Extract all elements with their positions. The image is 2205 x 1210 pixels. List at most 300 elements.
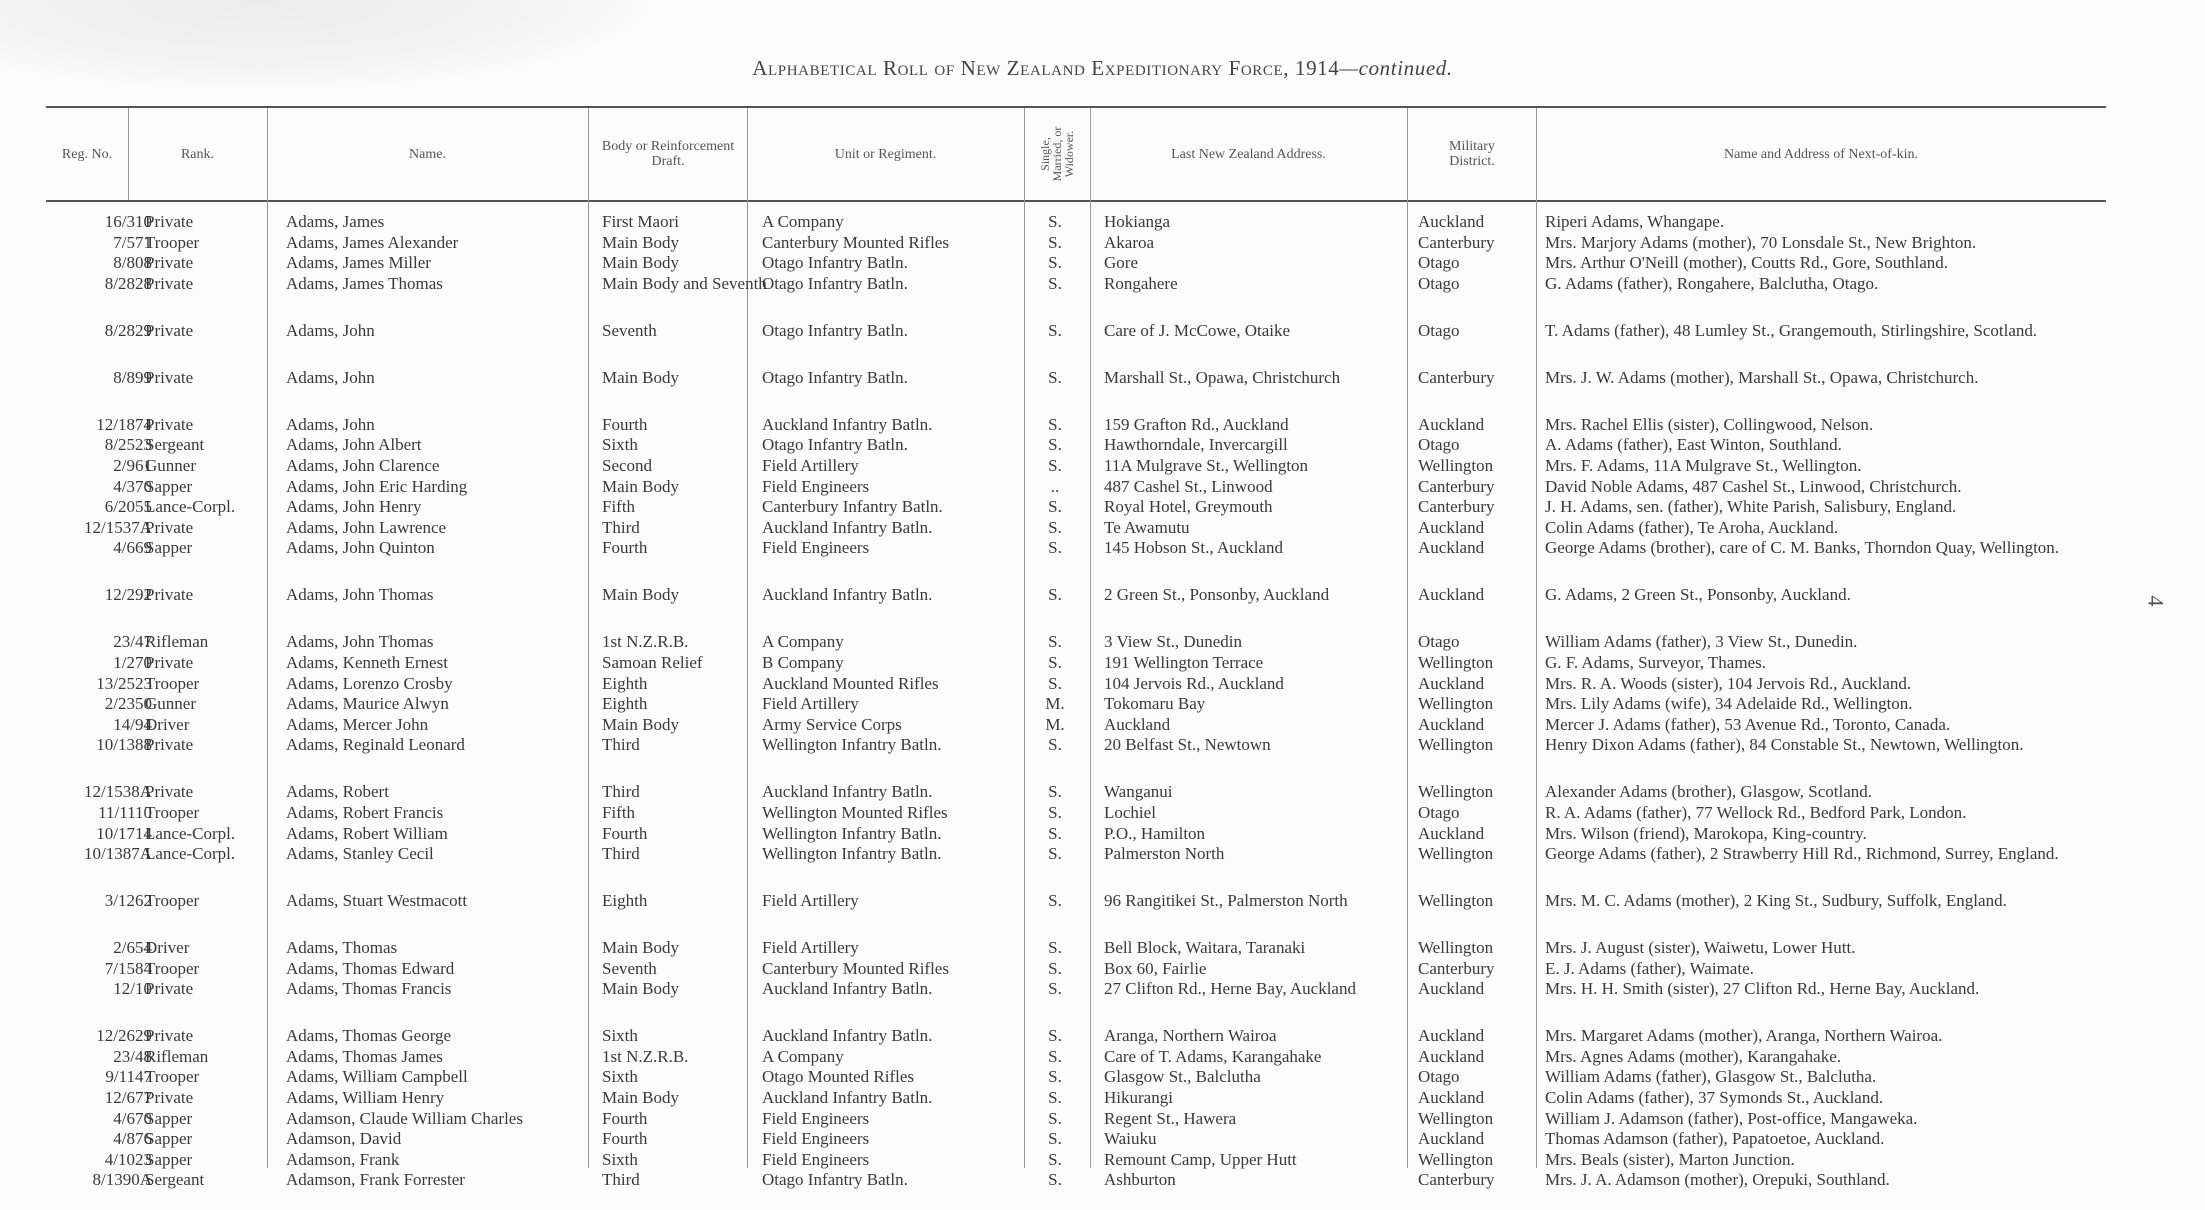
name-cell: Adams, Thomas George (286, 1026, 452, 1046)
address-cell: 145 Hobson St., Auckland (1104, 538, 1283, 558)
table-row (0, 824, 2205, 845)
body-cell: Third (602, 735, 640, 755)
address-cell: 11A Mulgrave St., Wellington (1104, 455, 1309, 475)
address-cell: Marshall St., Opawa, Christchurch (1104, 367, 1341, 387)
rank-cell: Private (145, 1026, 194, 1046)
address-cell: Lochiel (1104, 802, 1156, 822)
header-status (1024, 108, 1090, 200)
name-cell: Adams, William Campbell (286, 1067, 468, 1087)
rank-cell: Private (145, 320, 194, 340)
name-cell: Adams, Robert Francis (286, 802, 444, 822)
status-cell: S. (1048, 585, 1062, 605)
district-cell: Canterbury (1418, 476, 1495, 496)
reg-no-cell: 13/2523 (96, 673, 152, 693)
table-row (0, 435, 2205, 456)
district-cell: Auckland (1418, 823, 1485, 843)
header-kin: Name and Address of Next-of-kin. (1723, 146, 1918, 162)
rank-cell: Driver (145, 938, 190, 958)
rank-cell: Lance-Corpl. (145, 497, 236, 517)
reg-no-cell: 4/670 (113, 1108, 152, 1128)
address-cell: Palmerston North (1104, 844, 1225, 864)
reg-no-cell: 12/1874 (96, 414, 152, 434)
district-cell: Auckland (1418, 1046, 1485, 1066)
reg-no-cell: 12/677 (104, 1088, 152, 1108)
header-status-text: Single, Married, or Widower. (1038, 126, 1076, 182)
unit-cell: Wellington Infantry Batln. (762, 823, 942, 843)
reg-no-cell: 8/808 (113, 253, 152, 273)
body-cell: Main Body (602, 938, 679, 958)
name-cell: Adamson, Frank (286, 1149, 400, 1169)
kin-cell: William Adams (father), 3 View St., Dunedin. (1545, 632, 1858, 652)
name-cell: Adams, James Miller (286, 253, 431, 273)
header-body: Body or Reinforcement Draft. (601, 139, 735, 169)
rank-cell: Trooper (145, 232, 200, 252)
kin-cell: T. Adams (father), 48 Lumley St., Grangemouth, Stirlingshire, Scotland. (1545, 320, 2038, 340)
kin-cell: Mrs. J. August (sister), Waiwetu, Lower Hutt. (1545, 938, 1856, 958)
unit-cell: Otago Infantry Batln. (762, 367, 908, 387)
body-cell: Main Body (602, 1088, 679, 1108)
reg-no-cell: 2/961 (113, 455, 152, 475)
reg-no-cell: 7/1584 (104, 958, 152, 978)
address-cell: Box 60, Fairlie (1104, 958, 1207, 978)
reg-no-cell: 7/571 (113, 232, 152, 252)
kin-cell: George Adams (brother), care of C. M. Banks, Thorndon Quay, Wellington. (1545, 538, 2060, 558)
table-row (0, 632, 2205, 653)
name-cell: Adams, John Albert (286, 435, 422, 455)
body-cell: Sixth (602, 1149, 638, 1169)
address-cell: 3 View St., Dunedin (1104, 632, 1242, 652)
district-cell: Auckland (1418, 212, 1485, 231)
body-cell: Main Body (602, 585, 679, 605)
reg-no-cell: 1/270 (113, 652, 152, 672)
unit-cell: Canterbury Mounted Rifles (762, 958, 949, 978)
unit-cell: Field Artillery (762, 694, 859, 714)
rank-cell: Lance-Corpl. (145, 844, 236, 864)
table-row (0, 585, 2205, 626)
table-row (0, 674, 2205, 695)
district-cell: Auckland (1418, 1129, 1485, 1149)
name-cell: Adams, Thomas (286, 938, 398, 958)
rank-cell: Rifleman (145, 1046, 209, 1066)
body-cell: First Maori (602, 212, 679, 231)
district-cell: Auckland (1418, 673, 1485, 693)
body-cell: Main Body (602, 714, 679, 734)
header-district: Military District. (1449, 139, 1495, 169)
kin-cell: Colin Adams (father), Te Aroha, Auckland. (1545, 517, 1839, 537)
district-cell: Auckland (1418, 1088, 1485, 1108)
district-cell: Wellington (1418, 1108, 1494, 1128)
address-cell: Aranga, Northern Wairoa (1104, 1026, 1277, 1046)
body-cell: Main Body (602, 979, 679, 999)
table-row (0, 782, 2205, 803)
status-cell: S. (1048, 232, 1062, 252)
unit-cell: Canterbury Mounted Rifles (762, 232, 949, 252)
rank-cell: Gunner (145, 694, 196, 714)
kin-cell: Mrs. Agnes Adams (mother), Karangahake. (1545, 1046, 1842, 1066)
rank-cell: Private (145, 517, 194, 537)
kin-cell: Riperi Adams, Whangape. (1545, 212, 1725, 231)
kin-cell: Mrs. Lily Adams (wife), 34 Adelaide Rd., Wellington. (1545, 694, 1913, 714)
kin-cell: A. Adams (father), East Winton, Southland. (1545, 435, 1842, 455)
address-cell: Hokianga (1104, 212, 1171, 231)
table-row (0, 321, 2205, 362)
table-row (0, 253, 2205, 274)
table-row (0, 368, 2205, 409)
body-cell: Main Body and Seventh (602, 273, 767, 293)
table-row (0, 1150, 2205, 1171)
address-cell: 159 Grafton Rd., Auckland (1104, 414, 1289, 434)
address-cell: Te Awamutu (1104, 517, 1190, 537)
table-row (0, 1067, 2205, 1088)
rank-cell: Sergeant (145, 435, 205, 455)
district-cell: Otago (1418, 320, 1460, 340)
status-cell: .. (1050, 476, 1060, 496)
status-cell: M. (1045, 694, 1065, 714)
body-cell: Third (602, 782, 640, 802)
district-cell: Otago (1418, 273, 1460, 293)
body-cell: Fourth (602, 1129, 648, 1149)
address-cell: 2 Green St., Ponsonby, Auckland (1104, 585, 1330, 605)
kin-cell: G. F. Adams, Surveyor, Thames. (1545, 652, 1766, 672)
kin-cell: G. Adams, 2 Green St., Ponsonby, Auckland. (1545, 585, 1851, 605)
kin-cell: Mrs. Marjory Adams (mother), 70 Lonsdale St., New Brighton. (1545, 232, 1977, 252)
unit-cell: Auckland Infantry Batln. (762, 414, 933, 434)
body-cell: Third (602, 1170, 640, 1190)
status-cell: S. (1048, 823, 1062, 843)
header-unit: Unit or Regiment. (834, 146, 937, 162)
rank-cell: Private (145, 367, 194, 387)
status-cell: S. (1048, 1026, 1062, 1046)
reg-no-cell: 4/876 (113, 1129, 152, 1149)
reg-no-cell: 12/1537A (84, 517, 152, 537)
district-cell: Wellington (1418, 938, 1494, 958)
address-cell: P.O., Hamilton (1104, 823, 1206, 843)
header-bottom-rule (46, 200, 2106, 202)
rank-cell: Sergeant (145, 1170, 205, 1190)
status-cell: S. (1048, 735, 1062, 755)
reg-no-cell: 16/310 (104, 212, 152, 231)
kin-cell: Mrs. F. Adams, 11A Mulgrave St., Wellington. (1545, 455, 1862, 475)
kin-cell: Mrs. Beals (sister), Marton Junction. (1545, 1149, 1795, 1169)
header-reg-no: Reg. No. (61, 146, 113, 162)
table-row (0, 1026, 2205, 1047)
reg-no-cell: 8/2829 (104, 320, 152, 340)
status-cell: S. (1048, 273, 1062, 293)
district-cell: Auckland (1418, 1026, 1485, 1046)
district-cell: Wellington (1418, 735, 1494, 755)
body-cell: Third (602, 517, 640, 537)
name-cell: Adams, Thomas Edward (286, 958, 455, 978)
rank-cell: Private (145, 414, 194, 434)
body-cell: Fourth (602, 538, 648, 558)
body-cell: Third (602, 844, 640, 864)
kin-cell: Thomas Adamson (father), Papatoetoe, Auckland. (1545, 1129, 1885, 1149)
body-cell: 1st N.Z.R.B. (602, 1046, 689, 1066)
kin-cell: Mrs. Wilson (friend), Marokopa, King-country. (1545, 823, 1867, 843)
status-cell: S. (1048, 212, 1062, 231)
reg-no-cell: 12/2629 (96, 1026, 152, 1046)
kin-cell: J. H. Adams, sen. (father), White Parish, Salisbury, England. (1545, 497, 1957, 517)
unit-cell: Wellington Infantry Batln. (762, 844, 942, 864)
rank-cell: Private (145, 253, 194, 273)
status-cell: S. (1048, 497, 1062, 517)
name-cell: Adams, Mercer John (286, 714, 429, 734)
status-cell: S. (1048, 802, 1062, 822)
unit-cell: Wellington Mounted Rifles (762, 802, 948, 822)
kin-cell: David Noble Adams, 487 Cashel St., Linwood, Christchurch. (1545, 476, 1962, 496)
rank-cell: Private (145, 585, 194, 605)
status-cell: S. (1048, 1129, 1062, 1149)
status-cell: S. (1048, 958, 1062, 978)
name-cell: Adams, William Henry (286, 1088, 445, 1108)
address-cell: Glasgow St., Balclutha (1104, 1067, 1261, 1087)
rank-cell: Rifleman (145, 632, 209, 652)
name-cell: Adams, Robert (286, 782, 389, 802)
name-cell: Adams, John Eric Harding (286, 476, 468, 496)
status-cell: S. (1048, 782, 1062, 802)
body-cell: Eighth (602, 673, 648, 693)
name-cell: Adams, James Alexander (286, 232, 459, 252)
kin-cell: Mrs. Margaret Adams (mother), Aranga, Northern Wairoa. (1545, 1026, 1943, 1046)
address-cell: Hikurangi (1104, 1088, 1173, 1108)
rank-cell: Trooper (145, 1067, 200, 1087)
status-cell: S. (1048, 414, 1062, 434)
table-row (0, 653, 2205, 674)
header-rank: Rank. (180, 146, 215, 162)
district-cell: Wellington (1418, 782, 1494, 802)
table-row (0, 477, 2205, 498)
district-cell: Wellington (1418, 694, 1494, 714)
district-cell: Auckland (1418, 414, 1485, 434)
rank-cell: Sapper (145, 1149, 193, 1169)
district-cell: Otago (1418, 253, 1460, 273)
kin-cell: G. Adams (father), Rongahere, Balclutha, Otago. (1545, 273, 1879, 293)
table-row (0, 538, 2205, 579)
rank-cell: Private (145, 782, 194, 802)
kin-cell: Colin Adams (father), 37 Symonds St., Auckland. (1545, 1088, 1884, 1108)
unit-cell: Auckland Infantry Batln. (762, 979, 933, 999)
reg-no-cell: 2/2350 (104, 694, 152, 714)
name-cell: Adams, Robert William (286, 823, 448, 843)
unit-cell: Otago Mounted Rifles (762, 1067, 915, 1087)
body-cell: Main Body (602, 232, 679, 252)
reg-no-cell: 12/292 (104, 585, 152, 605)
page-title (0, 56, 2205, 81)
kin-cell: Mrs. R. A. Woods (sister), 104 Jervois Rd., Auckland. (1545, 673, 1912, 693)
body-cell: Sixth (602, 1067, 638, 1087)
rank-cell: Private (145, 735, 194, 755)
body-cell: Sixth (602, 435, 638, 455)
status-cell: S. (1048, 1088, 1062, 1108)
unit-cell: Otago Infantry Batln. (762, 1170, 908, 1190)
status-cell: S. (1048, 1108, 1062, 1128)
unit-cell: Field Artillery (762, 455, 859, 475)
title-continued: —continued. (1339, 56, 1453, 80)
unit-cell: Auckland Mounted Rifles (762, 673, 939, 693)
address-cell: Auckland (1104, 714, 1171, 734)
reg-no-cell: 4/669 (113, 538, 152, 558)
body-cell: Eighth (602, 891, 648, 911)
reg-no-cell: 14/94 (113, 714, 152, 734)
rank-cell: Trooper (145, 958, 200, 978)
table-row (0, 212, 2205, 233)
kin-cell: Mrs. Rachel Ellis (sister), Collingwood, Nelson. (1545, 414, 1874, 434)
unit-cell: Field Engineers (762, 1108, 870, 1128)
rank-cell: Private (145, 1088, 194, 1108)
table-row (0, 694, 2205, 715)
address-cell: 104 Jervois Rd., Auckland (1104, 673, 1284, 693)
status-cell: S. (1048, 632, 1062, 652)
unit-cell: Auckland Infantry Batln. (762, 1088, 933, 1108)
body-cell: Fifth (602, 802, 636, 822)
name-cell: Adamson, David (286, 1129, 402, 1149)
reg-no-cell: 4/370 (113, 476, 152, 496)
status-cell: S. (1048, 844, 1062, 864)
name-cell: Adams, John Quinton (286, 538, 435, 558)
district-cell: Otago (1418, 1067, 1460, 1087)
name-cell: Adams, John (286, 320, 375, 340)
district-cell: Otago (1418, 632, 1460, 652)
reg-no-cell: 8/2523 (104, 435, 152, 455)
reg-no-cell: 9/1147 (105, 1067, 152, 1087)
unit-cell: Auckland Infantry Batln. (762, 782, 933, 802)
table-row (0, 715, 2205, 736)
district-cell: Wellington (1418, 455, 1494, 475)
reg-no-cell: 12/10 (113, 979, 152, 999)
name-cell: Adams, James (286, 212, 385, 231)
name-cell: Adams, Lorenzo Crosby (286, 673, 453, 693)
unit-cell: Field Engineers (762, 1129, 870, 1149)
address-cell: Gore (1104, 253, 1138, 273)
status-cell: S. (1048, 320, 1062, 340)
kin-cell: Mrs. H. H. Smith (sister), 27 Clifton Rd., Herne Bay, Auckland. (1545, 979, 1980, 999)
body-cell: Fourth (602, 1108, 648, 1128)
kin-cell: George Adams (father), 2 Strawberry Hill Rd., Richmond, Surrey, England. (1545, 844, 2059, 864)
status-cell: S. (1048, 891, 1062, 911)
district-cell: Auckland (1418, 585, 1485, 605)
reg-no-cell: 23/47 (113, 632, 152, 652)
name-cell: Adams, James Thomas (286, 273, 443, 293)
address-cell: Regent St., Hawera (1104, 1108, 1237, 1128)
rank-cell: Driver (145, 714, 190, 734)
body-cell: Fourth (602, 823, 648, 843)
body-cell: Second (602, 455, 653, 475)
address-cell: Royal Hotel, Greymouth (1104, 497, 1273, 517)
status-cell: S. (1048, 979, 1062, 999)
name-cell: Adamson, Claude William Charles (286, 1108, 523, 1128)
reg-no-cell: 12/1538A (84, 782, 152, 802)
address-cell: Wanganui (1104, 782, 1173, 802)
address-cell: 191 Wellington Terrace (1104, 652, 1264, 672)
reg-no-cell: 6/2055 (104, 497, 152, 517)
body-cell: Sixth (602, 1026, 638, 1046)
table-row (0, 844, 2205, 885)
unit-cell: Field Engineers (762, 1149, 870, 1169)
district-cell: Wellington (1418, 1149, 1494, 1169)
table-row (0, 456, 2205, 477)
address-cell: Waiuku (1104, 1129, 1157, 1149)
kin-cell: Alexander Adams (brother), Glasgow, Scotland. (1545, 782, 1873, 802)
table-row (0, 1170, 2205, 1191)
reg-no-cell: 4/1023 (104, 1149, 152, 1169)
rank-cell: Gunner (145, 455, 196, 475)
unit-cell: Otago Infantry Batln. (762, 253, 908, 273)
unit-cell: Otago Infantry Batln. (762, 273, 908, 293)
reg-no-cell: 8/899 (113, 367, 152, 387)
name-cell: Adams, Stuart Westmacott (286, 891, 468, 911)
name-cell: Adams, John Henry (286, 497, 422, 517)
unit-cell: Field Engineers (762, 476, 870, 496)
status-cell: S. (1048, 938, 1062, 958)
name-cell: Adams, John Thomas (286, 585, 434, 605)
rank-cell: Private (145, 979, 194, 999)
rank-cell: Trooper (145, 891, 200, 911)
unit-cell: Canterbury Infantry Batln. (762, 497, 943, 517)
table-row (0, 1047, 2205, 1068)
district-cell: Canterbury (1418, 367, 1495, 387)
rank-cell: Trooper (145, 802, 200, 822)
address-cell: Hawthorndale, Invercargill (1104, 435, 1288, 455)
table-row (0, 1129, 2205, 1150)
table-row (0, 233, 2205, 254)
body-cell: Main Body (602, 367, 679, 387)
district-cell: Canterbury (1418, 232, 1495, 252)
page-number: 4 (2143, 595, 2169, 607)
kin-cell: Mrs. M. C. Adams (mother), 2 King St., Sudbury, Suffolk, England. (1545, 891, 2007, 911)
body-cell: Seventh (602, 958, 657, 978)
rank-cell: Sapper (145, 538, 193, 558)
unit-cell: B Company (762, 652, 844, 672)
reg-no-cell: 2/654 (113, 938, 152, 958)
address-cell: 487 Cashel St., Linwood (1104, 476, 1273, 496)
body-cell: Eighth (602, 694, 648, 714)
name-cell: Adams, John Thomas (286, 632, 434, 652)
unit-cell: Auckland Infantry Batln. (762, 517, 933, 537)
status-cell: S. (1048, 367, 1062, 387)
address-cell: Remount Camp, Upper Hutt (1104, 1149, 1297, 1169)
name-cell: Adams, John Lawrence (286, 517, 447, 537)
address-cell: Akaroa (1104, 232, 1155, 252)
district-cell: Auckland (1418, 538, 1485, 558)
unit-cell: Auckland Infantry Batln. (762, 1026, 933, 1046)
name-cell: Adams, Thomas James (286, 1046, 443, 1066)
status-cell: S. (1048, 673, 1062, 693)
body-cell: Fourth (602, 414, 648, 434)
body-cell: Main Body (602, 476, 679, 496)
name-cell: Adams, Kenneth Ernest (286, 652, 448, 672)
table-row (0, 938, 2205, 959)
title-text: Alphabetical Roll of New Zealand Expeditionary Force, 1914 (752, 56, 1340, 80)
name-cell: Adams, John (286, 414, 375, 434)
table-row (0, 959, 2205, 980)
reg-no-cell: 3/1262 (104, 891, 152, 911)
district-cell: Wellington (1418, 891, 1494, 911)
status-cell: S. (1048, 1067, 1062, 1087)
unit-cell: Wellington Infantry Batln. (762, 735, 942, 755)
district-cell: Wellington (1418, 844, 1494, 864)
rank-cell: Sapper (145, 1108, 193, 1128)
unit-cell: A Company (762, 632, 844, 652)
name-cell: Adams, Thomas Francis (286, 979, 452, 999)
reg-no-cell: 10/1387A (84, 844, 152, 864)
status-cell: S. (1048, 1046, 1062, 1066)
header-address: Last New Zealand Address. (1171, 146, 1326, 162)
status-cell: S. (1048, 1149, 1062, 1169)
unit-cell: Field Engineers (762, 538, 870, 558)
table-row (0, 735, 2205, 776)
district-cell: Auckland (1418, 979, 1485, 999)
district-cell: Wellington (1418, 652, 1494, 672)
